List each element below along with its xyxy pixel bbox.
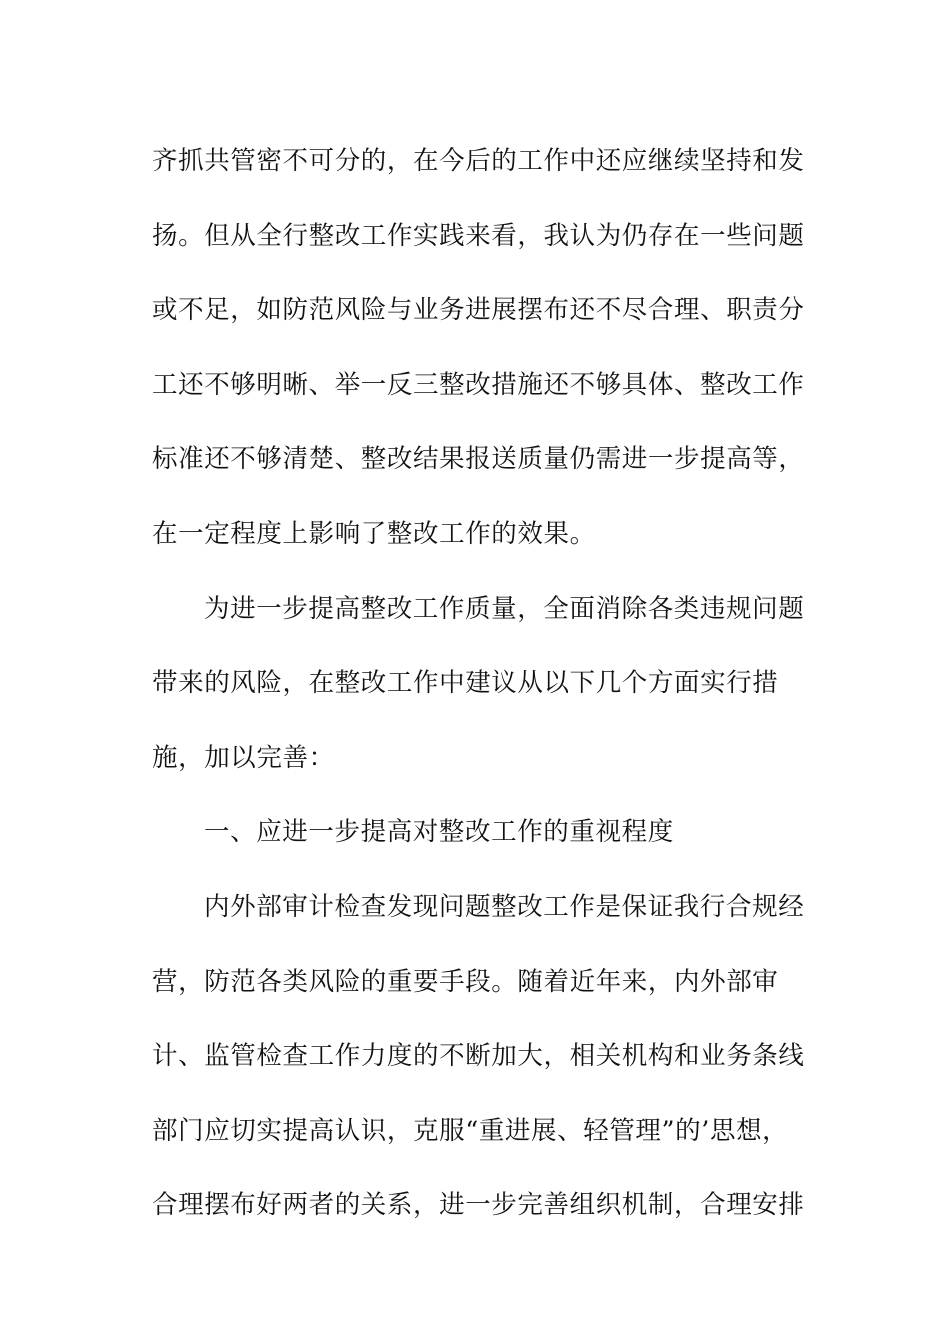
text-line-13: 计、监管检查工作力度的不断加大，相关机构和业务条线 bbox=[152, 1041, 805, 1072]
text-line-4: 工还不够明晰、举一反三整改措施还不够具体、整改工作 bbox=[152, 369, 805, 400]
text-line-14: 部门应切实提高认识，克服“重进展、轻管理”的’思想， bbox=[152, 1115, 789, 1146]
text-line-15: 合理摆布好两者的关系，进一步完善组织机制，合理安排 bbox=[152, 1190, 805, 1221]
text-line-3: 或不足，如防范风险与业务进展摆布还不尽合理、职责分 bbox=[152, 295, 805, 326]
text-line-2: 扬。但从全行整改工作实践来看，我认为仍存在一些问题 bbox=[152, 220, 805, 251]
document-body bbox=[152, 124, 805, 1243]
text-line-5: 标准还不够清楚、整改结果报送质量仍需进一步提高等， bbox=[152, 444, 805, 475]
section-heading-1: 一、应进一步提高对整改工作的重视程度 bbox=[204, 817, 674, 848]
text-line-8: 带来的风险，在整改工作中建议从以下几个方面实行措 bbox=[152, 668, 779, 699]
text-line-9: 施，加以完善： bbox=[152, 742, 335, 773]
text-line-6: 在一定程度上影响了整改工作的效果。 bbox=[152, 518, 596, 549]
text-line-7: 为进一步提高整改工作质量，全面消除各类违规问题 bbox=[204, 593, 805, 624]
text-line-1: 齐抓共管密不可分的，在今后的工作中还应继续坚持和发 bbox=[152, 146, 805, 176]
text-line-12: 营，防范各类风险的重要手段。随着近年来，内外部审 bbox=[152, 966, 779, 997]
text-line-11: 内外部审计检查发现问题整改工作是保证我行合规经 bbox=[204, 891, 805, 922]
